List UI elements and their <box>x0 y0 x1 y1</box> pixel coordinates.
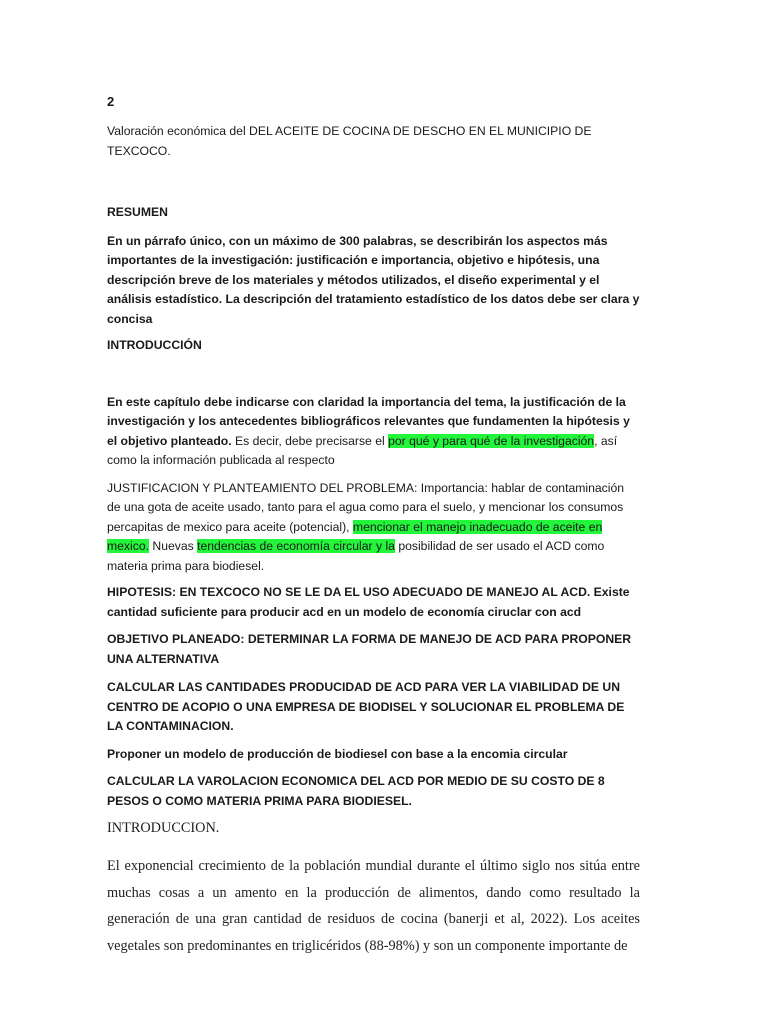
document-title: Valoración económica del DEL ACEITE DE COCINA DE DESCHO EN EL MUNICIPIO DE TEXCOCO. <box>107 124 592 158</box>
introduccion-2-body: El exponencial crecimiento de la población mundial durante el último siglo nos sitúa entre muchas cosas a un amento en la producción de alimentos, dando como resultado la generación de una gran cantidad de residuos de cocina (banerji et al, 2022). Los aceites vegetales son predominantes en triglicéridos (88-98%) y son un componente importante de <box>107 858 640 954</box>
introduccion-2-heading: INTRODUCCION. <box>107 820 220 836</box>
resumen-body: En un párrafo único, con un máximo de 300 palabras, se describirán los aspectos más importantes de la investigación: justificación e importancia, objetivo e hipótesis, una descripción breve de los materiales y métodos utilizados, el diseño experimental y el análisis estadístico. La descripción del tratamiento estadístico de los datos debe ser clara y concisa <box>107 233 640 326</box>
just-text-2: Nuevas <box>149 539 198 553</box>
proponer-paragraph: Proponer un modelo de producción de biodiesel con base a la encomia circular <box>107 746 568 761</box>
calcular-cantidades-paragraph: CALCULAR LAS CANTIDADES PRODUCIDAD DE ACD PARA VER LA VIABILIDAD DE UN CENTRO DE ACOPIO O UNA EMPRESA DE BIODISEL Y SOLUCIONAR EL PROBLEMA DE LA CONTAMINACION. <box>107 680 625 733</box>
just-text-3: posibilidad de ser usado el ACD como materia prima para biodiesel. <box>107 539 605 573</box>
calcular-valoracion-paragraph: CALCULAR LA VAROLACION ECONOMICA DEL ACD POR MEDIO DE SU COSTO DE 8 PESOS O COMO MATERIA PRIMA PARA BIODIESEL. <box>107 774 605 808</box>
intro-body-text: Es decir, debe precisarse el <box>231 433 389 448</box>
introduccion-body <box>107 393 640 471</box>
resumen-heading: RESUMEN <box>107 205 168 219</box>
just-highlight-2: tendencias de economía circular y la <box>197 539 395 553</box>
hipotesis-paragraph: HIPOTESIS: EN TEXCOCO NO SE LE DA EL USO ADECUADO DE MANEJO AL ACD. Existe cantidad suficiente para producir acd en un modelo de economía ciruclar con acd <box>107 585 630 619</box>
objetivo-paragraph: OBJETIVO PLANEADO: DETERMINAR LA FORMA DE MANEJO DE ACD PARA PROPONER UNA ALTERNATIVA <box>107 632 632 666</box>
just-text-1: JUSTIFICACION Y PLANTEAMIENTO DEL PROBLEMA: Importancia: hablar de contaminación de una gota de aceite usado, tanto para el agua como para el suelo, y mencionar los consumos percapitas de mexico para aceite (potencial), <box>107 480 625 534</box>
just-highlight-1: mencionar el manejo inadecuado de aceite en mexico. <box>107 519 603 553</box>
intro-highlight: por qué y para qué de la investigación <box>388 433 595 448</box>
page-number: 2 <box>107 94 115 109</box>
intro-body-tail: , así como la información publicada al respecto <box>107 433 618 467</box>
intro-body-bold: En este capítulo debe indicarse con claridad la importancia del tema, la justificación de la investigación y los antecedentes bibliográficos relevantes que fundamenten la hipótesis y el objetivo planteado. <box>107 394 630 448</box>
introduccion-heading: INTRODUCCIÓN <box>107 338 202 352</box>
justificacion-paragraph <box>107 479 640 577</box>
